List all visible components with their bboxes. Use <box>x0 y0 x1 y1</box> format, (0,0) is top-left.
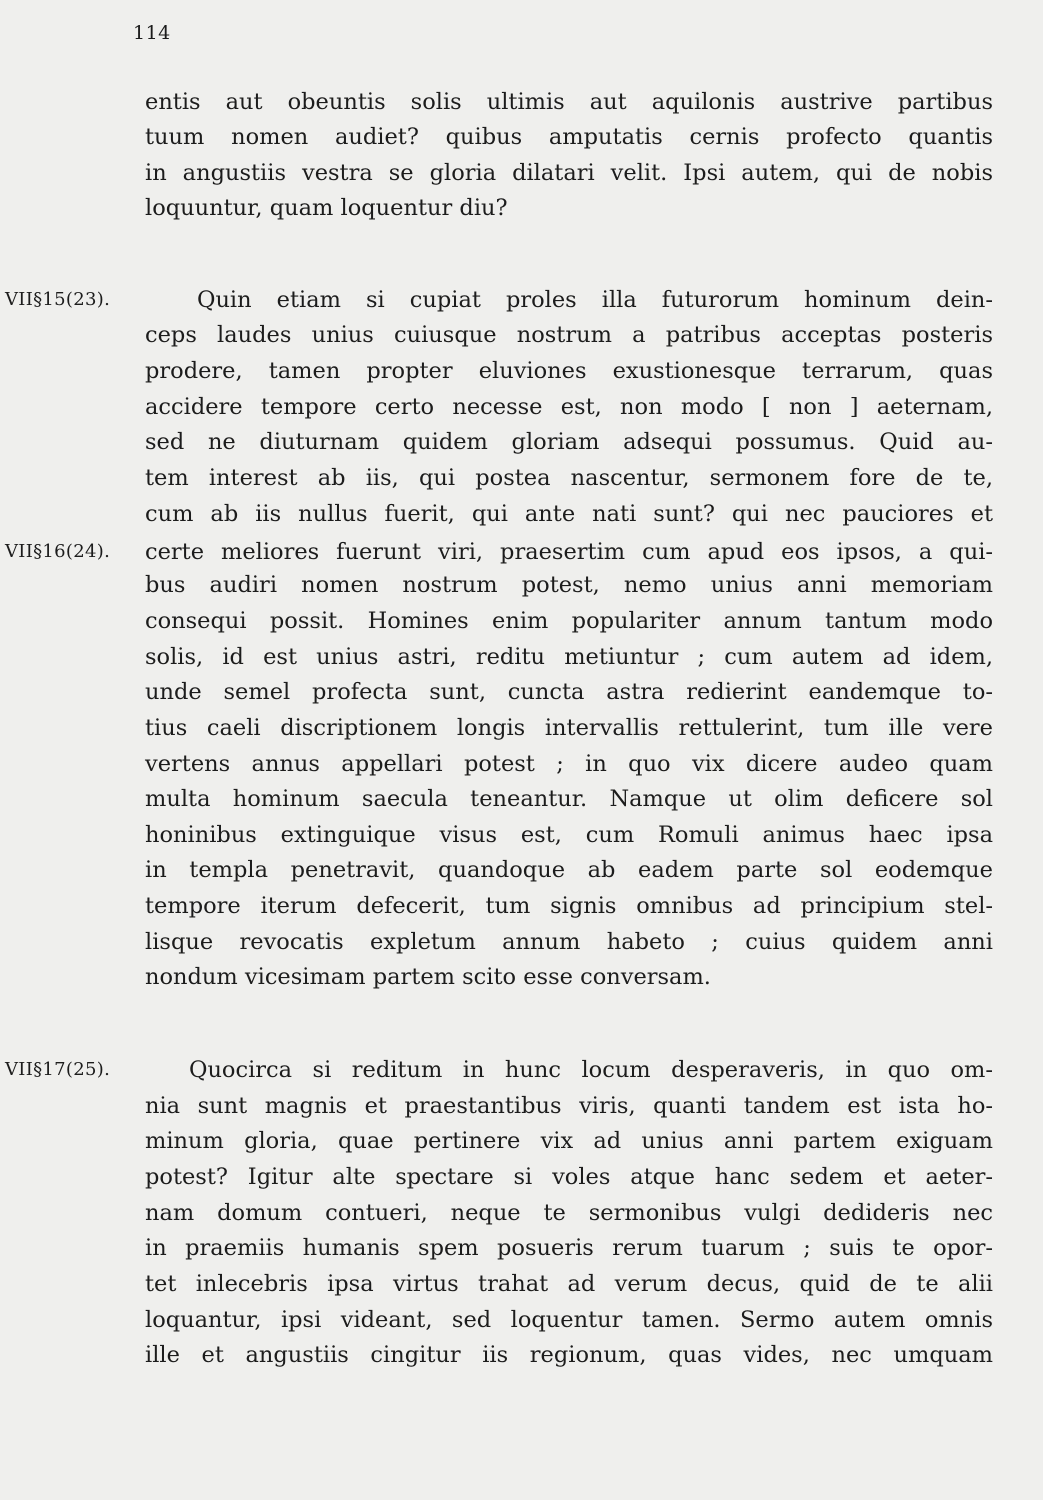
text-line: tempore iterum defecerit, tum signis omnibus ad principium stel- <box>145 893 993 919</box>
section-ref-vii-16: VII§16(24). <box>5 541 111 562</box>
text-line: honinibus extinguique visus est, cum Romuli animus haec ipsa <box>145 822 993 848</box>
text-line: in angustiis vestra se gloria dilatari velit. Ipsi autem, qui de nobis <box>145 160 993 186</box>
text-line: nam domum contueri, neque te sermonibus vulgi dedideris nec <box>145 1200 993 1226</box>
text-line: nondum vicesimam partem scito esse conversam. <box>145 964 711 990</box>
page-number: 114 <box>133 22 171 44</box>
text-line: bus audiri nomen nostrum potest, nemo unius anni memoriam <box>145 572 993 598</box>
text-line: in praemiis humanis spem posueris rerum tuarum ; suis te opor- <box>145 1235 993 1261</box>
text-line: entis aut obeuntis solis ultimis aut aquilonis austrive partibus <box>145 89 993 115</box>
text-line: Quin etiam si cupiat proles illa futurorum hominum dein- <box>197 287 993 313</box>
text-line: vertens annus appellari potest ; in quo vix dicere audeo quam <box>145 751 993 777</box>
text-line: loquantur, ipsi videant, sed loquentur tamen. Sermo autem omnis <box>145 1307 993 1333</box>
text-line: cum ab iis nullus fuerit, qui ante nati sunt? qui nec pauciores et <box>145 501 993 527</box>
text-line: minum gloria, quae pertinere vix ad unius anni partem exiguam <box>145 1128 993 1154</box>
text-line: nia sunt magnis et praestantibus viris, quanti tandem est ista ho- <box>145 1093 993 1119</box>
text-line: multa hominum saecula teneantur. Namque ut olim deficere sol <box>145 786 993 812</box>
text-line: tet inlecebris ipsa virtus trahat ad verum decus, quid de te alii <box>145 1271 993 1297</box>
text-line: ceps laudes unius cuiusque nostrum a patribus acceptas posteris <box>145 322 993 348</box>
text-line: loquuntur, quam loquentur diu? <box>145 195 508 221</box>
text-line: potest? Igitur alte spectare si voles atque hanc sedem et aeter- <box>145 1164 993 1190</box>
text-line: tius caeli discriptionem longis intervallis rettulerint, tum ille vere <box>145 715 993 741</box>
text-line: solis, id est unius astri, reditu metiuntur ; cum autem ad idem, <box>145 644 993 670</box>
text-line: certe meliores fuerunt viri, praesertim cum apud eos ipsos, a qui- <box>145 539 993 565</box>
section-ref-vii-17: VII§17(25). <box>5 1059 111 1080</box>
text-line: accidere tempore certo necesse est, non modo [ non ] aeternam, <box>145 394 993 420</box>
text-line: Quocirca si reditum in hunc locum desperaveris, in quo om- <box>189 1057 993 1083</box>
text-line: unde semel profecta sunt, cuncta astra redierint eandemque to- <box>145 679 993 705</box>
text-line: sed ne diuturnam quidem gloriam adsequi possumus. Quid au- <box>145 429 993 455</box>
text-line: in templa penetravit, quandoque ab eadem parte sol eodemque <box>145 857 993 883</box>
text-line: lisque revocatis expletum annum habeto ; cuius quidem anni <box>145 929 993 955</box>
text-line: tem interest ab iis, qui postea nascentur, sermonem fore de te, <box>145 465 993 491</box>
section-ref-vii-15: VII§15(23). <box>5 289 111 310</box>
text-line: tuum nomen audiet? quibus amputatis cernis profecto quantis <box>145 124 993 150</box>
text-line: prodere, tamen propter eluviones exustionesque terrarum, quas <box>145 358 993 384</box>
text-line: ille et angustiis cingitur iis regionum, quas vides, nec umquam <box>145 1342 993 1368</box>
text-line: consequi possit. Homines enim populariter annum tantum modo <box>145 608 993 634</box>
